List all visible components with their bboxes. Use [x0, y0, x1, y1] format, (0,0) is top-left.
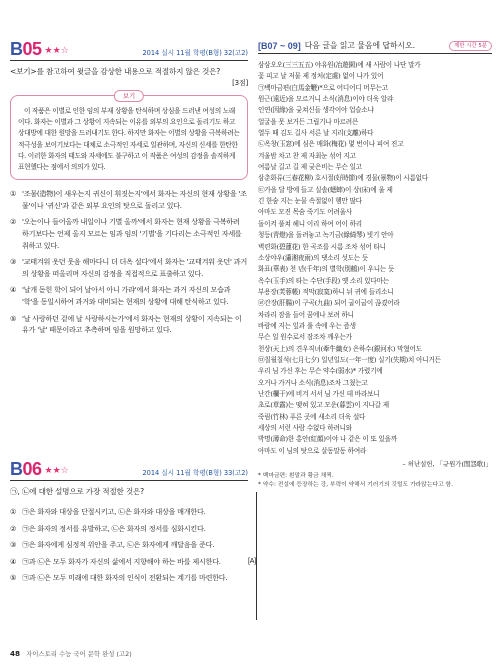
choice-number: ③: [10, 257, 17, 267]
poem-line: 초로(草露)는 맺혀 있고 모운(暮雲)이 지나갈 제: [258, 401, 389, 410]
answer-choice[interactable]: [10, 506, 248, 518]
question-number-value: 05: [22, 39, 42, 59]
poem-line: 원근(遠近)을 모르거니 소식(消息)이야 더욱 알랴: [258, 95, 394, 104]
answer-choice[interactable]: [10, 539, 248, 551]
choice-number: ⑤: [10, 313, 17, 323]
poem-line: 삼춘화류(三春花柳) 호시절(好時節)에 경물(景物)이 시름없다: [258, 174, 429, 183]
poem-line: 소상야우(瀟湘夜雨)의 댓소리 섯도는 듯: [258, 253, 369, 262]
answer-choice[interactable]: [10, 284, 248, 307]
choice-number: ②: [10, 217, 17, 227]
answer-choices: [10, 506, 248, 584]
answer-choice[interactable]: [10, 556, 248, 568]
question-number: [10, 40, 42, 58]
choice-number: ⑤: [10, 573, 17, 583]
poem-line: ㉠백마금편(白馬金鞭)*으로 어디어디 머무는고: [258, 83, 388, 92]
question-number-prefix: B: [10, 459, 23, 479]
answer-choice[interactable]: [10, 216, 248, 251]
book-title: 자이스토리 수능 국어 문학 완성 (고2): [26, 650, 132, 658]
poem-line: 차라리 잠을 들어 꿈에나 보려 하니: [258, 310, 354, 319]
choice-number: ①: [10, 189, 17, 199]
difficulty-stars: ★★☆: [44, 46, 69, 56]
page-number: 48: [10, 649, 21, 658]
choice-number: ④: [10, 556, 17, 566]
choice-number: ③: [10, 540, 17, 550]
answer-choices: [10, 188, 248, 336]
poem-line: 옥수(玉手)의 타는 수단(手段) 옛 소리 있다마는: [258, 276, 389, 285]
poem-line: 긴 한숨 지는 눈물 속절없이 햄만 많다: [258, 197, 362, 206]
poem-line: ㉡옥창(玉窓)에 심은 매화(梅花) 몇 번이나 피여 진고: [258, 140, 404, 149]
choice-text: '날개 돋힌 학이 되어 날아서 아니 가랴'에서 화자는 과거 자신의 모습과 '학'을 동일시하여 과거와 대비되는 현재의 상황에 대해 탄식하고 있다.: [22, 285, 231, 306]
footnote: * 백마금편: 흰말과 황금 채찍.: [258, 473, 334, 480]
poem-line: 박명(薄命)한 홍안(紅顔)이야 나 같은 이 또 있을까: [258, 435, 397, 444]
poem-line: 삼삼오오(三三五五) 야유원(冶遊園)에 새 사람이 나단 말가: [258, 61, 421, 69]
question-text: [10, 66, 248, 89]
poem-line: 꽃 피고 날 저물 제 정처(定處) 없이 나가 있어: [258, 72, 384, 81]
choice-text: ㉠은 화자와 대상을 단절시키고, ㉡은 화자와 대상을 매개한다.: [22, 507, 206, 516]
poem-line: 난간(欄干)에 비겨 서서 님 가신 데 바라보니: [258, 389, 380, 398]
choice-text: ㉠과 ㉡은 모두 화자가 자신의 삶에서 지향해야 하는 바를 제시한다.: [22, 556, 221, 566]
poem-line: 돌이켜 풀쳐 헤니 이리 하여 어이 하리: [258, 219, 362, 228]
choice-number: ①: [10, 507, 17, 516]
poem-line: ㉣간장(肝腸)이 구곡(九曲) 되어 굽이굽이 끊겼어라: [258, 299, 400, 308]
bogi-label: 보기: [114, 90, 144, 102]
question-header: [10, 40, 248, 61]
poem-line: ㉤칠월칠석(七月七夕) 일년일도(一年一度) 실기(失期)치 아니거든: [258, 355, 441, 364]
poem-line: 아마도 모진 목숨 죽기도 어려울사: [258, 208, 352, 217]
poem-line: 얼굴을 못 보거든 그립기나 마르려믄: [258, 117, 359, 126]
poem-author: – 허난설헌, 「규원가(閨怨歌)」: [402, 460, 492, 469]
poem-line: 겨울밤 차고 찬 제 자최눈 섞어 지고: [258, 151, 356, 160]
answer-choice[interactable]: [10, 256, 248, 279]
poem-line: 죽림(竹林) 푸른 곳에 새소리 더욱 설다: [258, 412, 366, 421]
passage-range: [B07 ~ 09]: [258, 40, 301, 51]
question-b06: [10, 460, 248, 589]
poem-line: 바람에 지는 잎과 풀 속에 우는 즘생: [258, 321, 356, 330]
choice-text: ㉠은 화자의 정서를 유발하고, ㉡은 화자의 정서를 심화시킨다.: [22, 523, 206, 533]
bracket-a-label: [A]: [248, 558, 256, 565]
choice-number: ④: [10, 285, 17, 295]
answer-choice[interactable]: [10, 313, 248, 336]
poem-line: 여름날 길고 길 제 궂은비는 무슨 일고: [258, 163, 362, 172]
poem-line: 화표(華表) 천 년(千年)의 별학(別鶴)이 우니는 듯: [258, 265, 395, 274]
question-points: [3점]: [232, 79, 248, 87]
footnotes: [258, 472, 492, 490]
difficulty-stars: ★★☆: [44, 466, 69, 476]
choice-text: '조물(造物)이 새우는지 귀신이 휘짓는지'에서 화자는 자신의 현재 상황을 '조물'이나 '귀신'과 같은 외부 요인의 탓으로 돌리고 있다.: [22, 189, 247, 210]
poem-line: 아마도 이 님의 탓으로 살동말동 하여라: [258, 446, 367, 455]
bogi-text: 이 작품은 이별로 인한 임의 부재 상황을 탄식하며 상심을 드러낸 여성의 노래이다. 화자는 이별과 그 상황이 지속되는 이유를 외부의 요인으로 돌리기도 하고 상대방에 대한 원망을 드러내기도 한다. 하지만 화자는 이별의 상황을 극복하려는 적극성을 보이기보다는 대체로 소극적인 자세로 일관하며, 자신의 신세를 한탄한다. 이러한 화자의 태도와 자세에도 불구하고 이 작품은 여성의 감정을 솔직하게 표현했다는 점에서 의의가 있다.: [18, 107, 240, 172]
poem-line: 인연(因緣)을 긏쳐신들 생각이야 업슬소냐: [258, 106, 374, 115]
bogi-box: [10, 92, 248, 180]
poem-line: 무슨 일 원수로서 잠조차 깨우는가: [258, 333, 352, 342]
poem-line: 열두 때 김도 길사 서른 날 지리(支離)하다: [258, 129, 374, 138]
question-b05: [10, 40, 248, 341]
question-source: 2014 실시 11월 학평(B형) 33(고2): [142, 469, 248, 477]
passage-header: [258, 40, 492, 54]
poem-line: 부용장(芙蓉帳) 적막(寂寞)하니 뉘 귀에 들리소니: [258, 287, 394, 296]
question-source: 2014 실시 11월 학평(B형) 32(고2): [142, 49, 248, 57]
choice-number: ②: [10, 523, 17, 533]
choice-text: '날 사랑하던 겉에 날 사랑하시는가'에서 화자는 현재의 상황이 지속되는 이유가 '날' 때문이라고 추측하며 임을 원망하고 있다.: [22, 313, 242, 335]
question-text: ㉠, ㉡에 대한 설명으로 가장 적절한 것은?: [10, 487, 145, 496]
poem-line: 오거나 가거나 소식(消息)조차 그쳤는고: [258, 378, 368, 387]
question-number: [10, 460, 42, 478]
choice-text: ㉠은 화자에게 심정적 위안을 주고, ㉡은 화자에게 깨달음을 준다.: [22, 540, 215, 550]
choice-text: '교태겨워 옷던 웃음 해마다니 더 더옥 설다'에서 화자는 '교태겨워 옷던' 과거의 상황을 떠올리며 자신의 감정을 직접적으로 표출하고 있다.: [22, 257, 247, 278]
choice-text: '오는이나 들어올까 내일이나 기별 올까'에서 화자는 현재 상황을 극복하려 하기보다는 언제 올지 모르는 임과 임의 '기별'을 기다리는 소극적인 자세를 취하고 있다.: [22, 217, 242, 250]
poem-line: 청등(靑燈)을 돌려놓고 녹기금(綠綺琴) 빗기 안아: [258, 231, 394, 240]
passage-instruction: 다음 글을 읽고 물음에 답하시오.: [304, 41, 416, 50]
time-limit-badge: 제한 시간 5분: [449, 41, 492, 51]
footnote: * 약수: 전설에 등장하는 강, 부력이 약해서 기러기의 깃털도 가라앉는다고 함.: [258, 482, 453, 489]
poem-line: 우리 님 가신 후는 무슨 약수(弱水)* 가렸기에: [258, 367, 383, 376]
poem-line: 천상(天上)의 견우직녀(牽牛織女) 은하수(銀河水) 막혔어도: [258, 344, 422, 353]
poem-line: 세상의 서런 사람 수없다 하려니와: [258, 424, 352, 432]
answer-choice[interactable]: [10, 188, 248, 211]
bracket-a-line: [256, 492, 258, 620]
question-stem: <보기>를 참고하여 윗글을 감상한 내용으로 적절하지 않은 것은?: [10, 67, 221, 76]
answer-choice[interactable]: [10, 523, 248, 535]
choice-text: ㉠과 ㉡은 모두 미래에 대한 화자의 인식이 전환되는 계기를 마련한다.: [22, 573, 228, 583]
page-footer: [10, 649, 132, 658]
question-number-value: 06: [22, 459, 42, 479]
reading-passage: [248, 40, 492, 565]
poem-line: 벽련화(碧蓮花) 한 곡조를 시름 조차 섞어 타니: [258, 242, 386, 251]
poem-line: ㉢가을 달 방에 들고 실솔(蟋蟀)이 상(床)에 울 제: [258, 185, 393, 194]
answer-choice[interactable]: [10, 572, 248, 584]
question-number-prefix: B: [10, 39, 23, 59]
question-header: [10, 460, 248, 481]
